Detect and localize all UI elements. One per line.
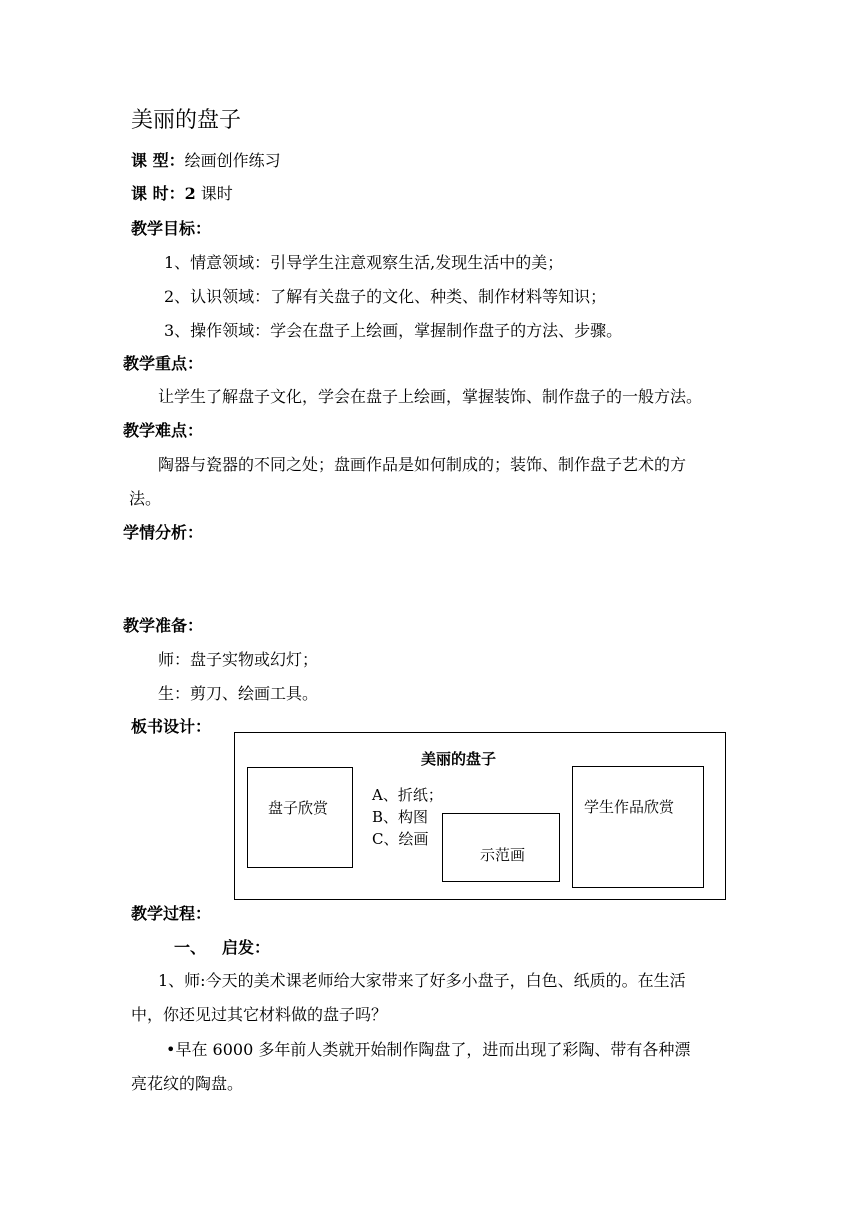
key-points-heading: 教学重点： xyxy=(123,354,204,373)
board-demo-box-label: 示范画 xyxy=(480,846,526,864)
analysis-heading: 学情分析： xyxy=(123,523,204,542)
process-section-number: 一、 xyxy=(174,938,207,957)
board-right-box xyxy=(572,766,704,888)
difficulties-heading: 教学难点： xyxy=(123,421,204,440)
objectives-heading: 教学目标： xyxy=(131,219,212,238)
board-step: A、折纸； xyxy=(372,786,443,804)
board-design-frame xyxy=(234,732,726,900)
process-paragraph-2-line1: •早在 6000 多年前人类就开始制作陶盘了，进而出现了彩陶、带有各种漂 xyxy=(166,1040,691,1059)
key-points-text: 让学生了解盘子文化，学会在盘子上绘画，掌握装饰、制作盘子的一般方法。 xyxy=(158,387,703,406)
board-heading: 板书设计： xyxy=(131,717,212,736)
page-title: 美丽的盘子 xyxy=(131,108,242,133)
process-heading: 教学过程： xyxy=(131,904,212,923)
lesson-time-unit: 课时 xyxy=(195,184,233,203)
board-left-box xyxy=(247,767,353,868)
process-paragraph-1-line2: 中，你还见过其它材料做的盘子吗？ xyxy=(131,1005,388,1024)
board-step: B、构图 xyxy=(372,808,429,826)
lesson-type-value: 绘画创作练习 xyxy=(184,151,281,170)
board-right-box-label: 学生作品欣赏 xyxy=(584,798,675,816)
lesson-type-label: 课 型： xyxy=(131,151,185,170)
preparation-heading: 教学准备： xyxy=(123,616,204,635)
process-paragraph-2-line2: 亮花纹的陶盘。 xyxy=(131,1074,244,1093)
lesson-time-label: 课 时： xyxy=(131,184,185,203)
board-left-box-label: 盘子欣赏 xyxy=(268,799,329,817)
lesson-time-row xyxy=(131,184,233,204)
objective-item: 2、认识领域：了解有关盘子的文化、种类、制作材料等知识； xyxy=(164,287,607,306)
objective-item: 3、操作领域：学会在盘子上绘画，掌握制作盘子的方法、步骤。 xyxy=(164,321,623,340)
preparation-teacher: 师：盘子实物或幻灯； xyxy=(158,650,319,669)
lesson-type-row xyxy=(131,151,281,171)
difficulties-text-line2: 法。 xyxy=(129,489,162,508)
preparation-student: 生：剪刀、绘画工具。 xyxy=(158,684,319,703)
board-title: 美丽的盘子 xyxy=(421,750,497,768)
process-section-title: 启发： xyxy=(222,938,271,957)
process-paragraph-1-line1: 1、师:今天的美术课老师给大家带来了好多小盘子，白色、纸质的。在生活 xyxy=(158,971,686,990)
lesson-time-count: 2 xyxy=(184,184,196,203)
objective-item: 1、情意领域：引导学生注意观察生活,发现生活中的美； xyxy=(164,253,564,272)
difficulties-text-line1: 陶器与瓷器的不同之处；盘画作品是如何制成的；装饰、制作盘子艺术的方 xyxy=(158,455,687,474)
board-step: C、绘画 xyxy=(372,830,429,848)
board-demo-box xyxy=(442,813,560,882)
